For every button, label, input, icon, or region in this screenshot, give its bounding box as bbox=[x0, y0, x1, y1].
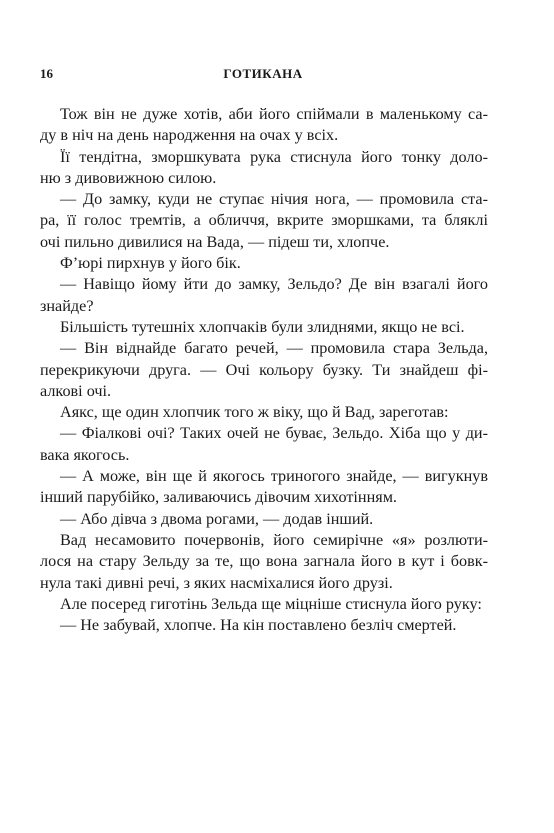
text-line: Більшість тутешніх хлопчаків були злиднями, якщо не всі. bbox=[60, 317, 465, 336]
text-line: Тож він не дуже хотів, аби його спіймали в маленькому са- bbox=[60, 105, 488, 123]
text-line: Вад несамовито почервонів, його семирічне «я» розлюти- bbox=[60, 530, 488, 549]
text-line: — До замку, куди не ступає нічия нога, — промовила ста- bbox=[60, 190, 488, 209]
text-line: — Він віднайде багато речей, — промовила стара Зельда, bbox=[60, 339, 488, 358]
text-line: Ф’юрі пирхнув у його бік. bbox=[60, 254, 241, 273]
text-line: очі пильно дивилися на Вада, — підеш ти, хлопче. bbox=[40, 232, 390, 251]
text-line: — Не забувай, хлопче. На кін поставлено безліч смертей. bbox=[60, 616, 457, 635]
text-line: ду в ніч на день народження на очах у всіх. bbox=[40, 126, 339, 145]
text-line: — Або дівча з двома рогами, — додав інший. bbox=[60, 509, 374, 528]
text-line: перекрикуючи друга. — Очі кольору бузку. Ти знайдеш фі- bbox=[40, 360, 488, 379]
text-line: Але посеред гиготінь Зельда ще міцніше стиснула його руку: bbox=[60, 594, 482, 613]
text-line: нула такі дивні речі, з яких насміхалися його друзі. bbox=[40, 573, 393, 592]
text-line: ню з дивовижною силою. bbox=[40, 168, 217, 187]
text-line: Її тендітна, зморшкувата рука стиснула його тонку доло- bbox=[60, 147, 488, 166]
page-header bbox=[40, 66, 486, 84]
text-line: — Фіалкові очі? Таких очей не буває, Зельдо. Хіба що у ди- bbox=[60, 424, 488, 443]
running-title: ГОТИКАНА bbox=[223, 66, 303, 81]
text-line: Аякс, ще один хлопчик того ж віку, що й Вад, зареготав: bbox=[60, 403, 449, 422]
text-line: лося на стару Зельду за те, що вона загнала його в кут і бовк- bbox=[40, 552, 488, 571]
page-number: 16 bbox=[40, 66, 53, 81]
text-line: — Навіщо йому йти до замку, Зельдо? Де він взагалі його bbox=[60, 275, 488, 294]
text-line: знайде? bbox=[40, 296, 94, 315]
text-line: алкові очі. bbox=[40, 381, 112, 400]
text-line: — А може, він ще й якогось триногого знайде, — вигукнув bbox=[60, 467, 488, 486]
text-line: вака якогось. bbox=[40, 445, 130, 464]
text-line: ра, її голос тремтів, а обличчя, вкрите зморшками, та бляклі bbox=[40, 211, 488, 230]
body-text bbox=[40, 104, 488, 636]
text-line: інший парубійко, заливаючись дівочим хихотінням. bbox=[40, 488, 397, 507]
